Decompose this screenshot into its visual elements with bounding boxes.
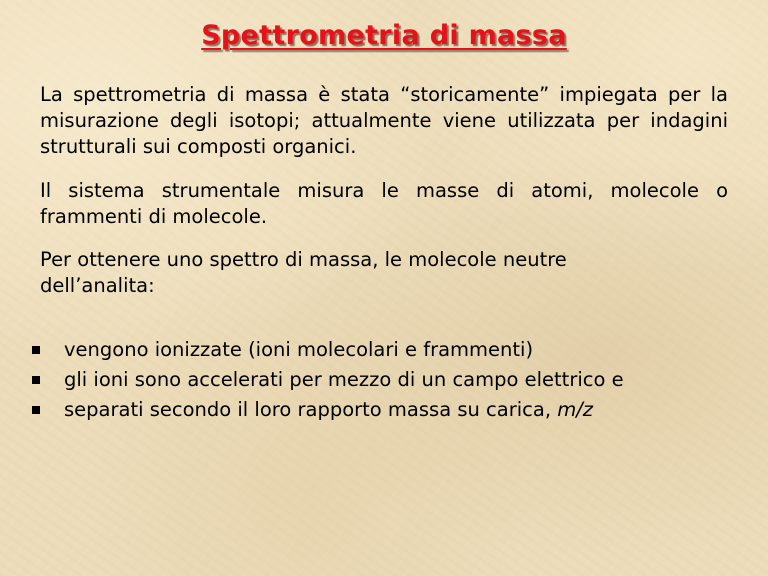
intro-paragraph: La spettrometria di massa è stata “storicamente” impiegata per la misurazione degli isotopi; attualmente viene utilizzata per indagini strutturali sui composti organici. [40,83,728,158]
bullet-list [30,335,624,425]
bullet-text: separati secondo il loro rapporto massa su carica, [64,398,558,421]
square-bullet-icon [32,406,40,414]
list-item [30,365,624,395]
slide-title: Spettrometria di massa [201,20,567,51]
mz-symbol: m/z [557,398,594,421]
square-bullet-icon [32,346,40,354]
bullet-text: gli ioni sono accelerati per mezzo di un campo elettrico e [64,368,624,391]
bullet-text: vengono ionizzate (ioni molecolari e frammenti) [64,338,534,361]
system-paragraph: Il sistema strumentale misura le masse di atomi, molecole o frammenti di molecole. [40,179,728,228]
list-item [30,335,624,365]
square-bullet-icon [32,376,40,384]
list-item [30,395,624,425]
spectrum-paragraph: Per ottenere uno spettro di massa, le molecole neutre dell’analita: [40,248,567,297]
